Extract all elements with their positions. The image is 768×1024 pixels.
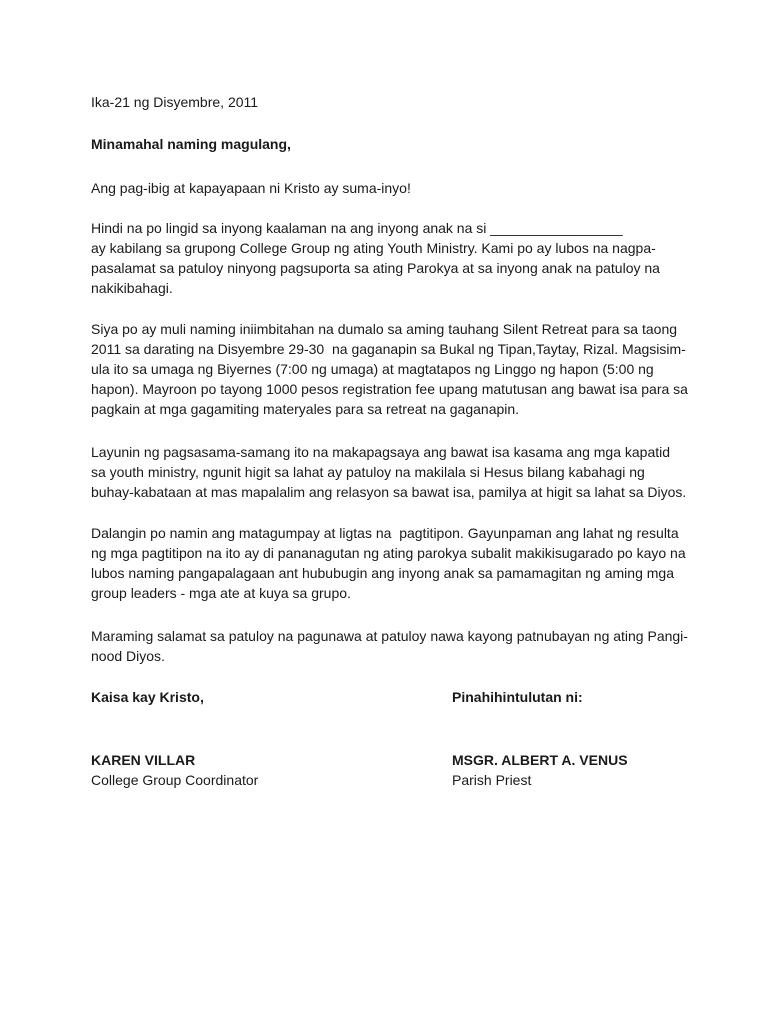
closing-left: Kaisa kay Kristo, [91,689,204,705]
paragraph-line: lubos naming pangapalagaan ant hububugin ang inyong anak sa pamamagitan ng aming mga [91,565,674,581]
paragraph-line: group leaders - mga ate at kuya sa grupo. [91,585,351,601]
salutation: Minamahal naming magulang, [91,136,291,152]
paragraph-line: ula ito sa umaga ng Biyernes (7:00 ng umaga) at magtatapos ng Linggo ng hapon (5:00 ng [91,361,654,377]
closing-right: Pinahihintulutan ni: [452,689,583,705]
paragraph-line: Siya po ay muli naming iniimbitahan na dumalo sa aming tauhang Silent Retreat para sa taong [91,321,678,337]
paragraph-line: sa youth ministry, ngunit higit sa lahat ay patuloy na makilala si Hesus bilang kabahagi ng [91,464,645,480]
signatory-name: MSGR. ALBERT A. VENUS [452,752,628,768]
paragraph-line: 2011 sa darating na Disyembre 29-30 na gaganapin sa Bukal ng Tipan,Taytay, Rizal. Magsisim- [91,341,686,357]
letter-date: Ika-21 ng Disyembre, 2011 [91,94,259,110]
paragraph-line: pasalamat sa patuloy ninyong pagsuporta sa ating Parokya at sa inyong anak na patuloy na [91,260,660,276]
greeting: Ang pag-ibig at kapayapaan ni Kristo ay suma-inyo! [91,180,411,196]
paragraph-line: nood Diyos. [91,648,165,664]
paragraph-line: ng mga pagtitipon na ito ay di pananagutan ng ating parokya subalit makikisugarado po kayo na [91,545,686,561]
paragraph-line: Layunin ng pagsasama-samang ito na makapagsaya ang bawat isa kasama ang mga kapatid [91,444,671,460]
paragraph-line: Maraming salamat sa patuloy na pagunawa at patuloy nawa kayong patnubayan ng ating Pangi- [91,628,688,644]
paragraph-line: nakikibahagi. [91,280,173,296]
paragraph-line: buhay-kabataan at mas mapalalim ang relasyon sa bawat isa, pamilya at higit sa lahat sa Diyos. [91,484,687,500]
paragraph-line: Dalangin po namin ang matagumpay at ligtas na pagtitipon. Gayunpaman ang lahat ng resulta [91,525,679,541]
paragraph-line: pagkain at mga gagamiting materyales para sa retreat na gaganapin. [91,401,520,417]
signatory-title: Parish Priest [452,772,532,788]
paragraph-line: hapon). Mayroon po tayong 1000 pesos registration fee upang matutusan ang bawat isa para sa [91,381,688,397]
paragraph-line: Hindi na po lingid sa inyong kaalaman na ang inyong anak na si _________________ [91,220,623,236]
signatory-title: College Group Coordinator [91,772,259,788]
signatory-name: KAREN VILLAR [91,752,196,768]
paragraph-line: ay kabilang sa grupong College Group ng ating Youth Ministry. Kami po ay lubos na nagpa- [91,240,656,256]
